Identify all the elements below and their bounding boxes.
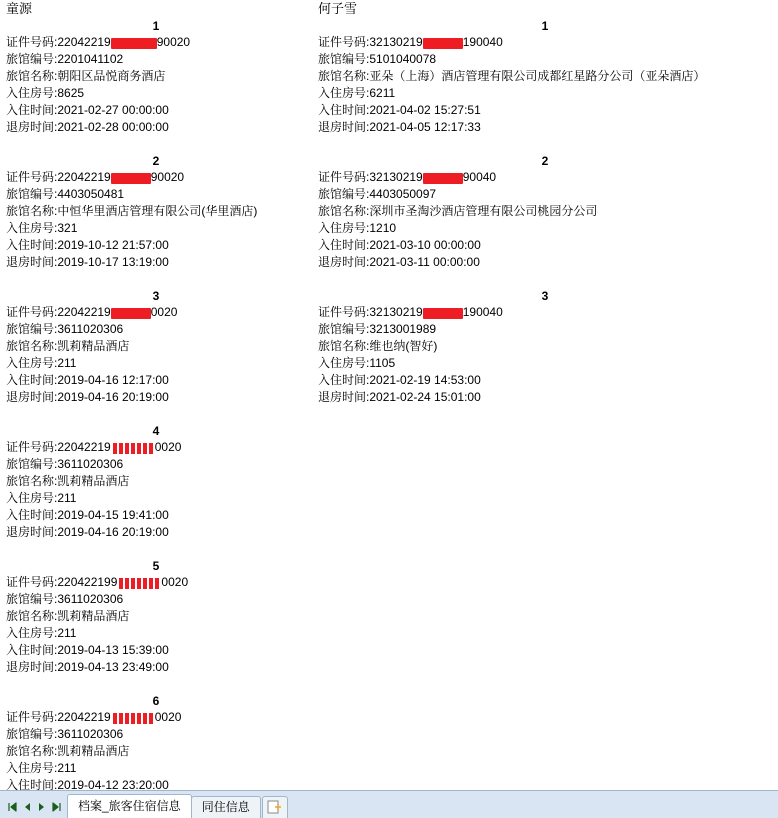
redaction-bar	[423, 38, 463, 49]
next-sheet-icon[interactable]	[36, 801, 48, 813]
field-value: 凯莉精品酒店	[57, 474, 130, 488]
checkin-time-line	[0, 372, 312, 389]
checkout-time-line	[0, 389, 312, 406]
id-prefix: 22042219	[57, 305, 111, 319]
field-label: 旅馆编号:	[318, 52, 370, 66]
field-value: 3611020306	[57, 592, 124, 606]
id-prefix: 32130219	[369, 305, 423, 319]
field-value: 中恒华里酒店管理有限公司(华里酒店)	[57, 204, 258, 218]
checkin-time-line	[0, 102, 312, 119]
hotel-code-line	[312, 186, 778, 203]
field-value: 2019-10-12 21:57:00	[57, 238, 169, 252]
hotel-name-line	[0, 338, 312, 355]
field-label: 退房时间:	[6, 120, 58, 134]
sheet-nav-buttons	[0, 796, 67, 818]
hotel-name-line	[0, 203, 312, 220]
checkout-time-line	[0, 524, 312, 541]
id-number-line	[312, 34, 778, 51]
field-label: 证件号码:	[6, 35, 58, 49]
id-number-line	[0, 709, 312, 726]
tabbar-filler	[288, 796, 778, 818]
hotel-code-line	[0, 726, 312, 743]
field-label: 退房时间:	[318, 390, 370, 404]
redaction-bar	[111, 443, 155, 454]
field-value: 2019-10-17 13:19:00	[57, 255, 169, 269]
room-number-line	[0, 85, 312, 102]
hotel-code-line	[0, 186, 312, 203]
hotel-code-line	[0, 321, 312, 338]
field-label: 退房时间:	[6, 525, 58, 539]
id-suffix: 90020	[150, 170, 185, 184]
sheet-tab-archive-guest-stay[interactable]: 档案_旅客住宿信息	[67, 794, 192, 818]
field-label: 旅馆编号:	[6, 592, 58, 606]
room-number-line	[0, 625, 312, 642]
sheet-tab-bar	[0, 790, 778, 818]
field-label: 入住时间:	[6, 778, 58, 790]
field-value: 4403050481	[57, 187, 125, 201]
checkout-time-line	[312, 254, 778, 271]
checkout-time-line	[0, 659, 312, 676]
record-index: 2	[541, 154, 549, 168]
checkin-time-line	[312, 102, 778, 119]
checkin-time-line	[312, 372, 778, 389]
sheet-tabs	[67, 794, 288, 818]
checkout-time-line	[312, 119, 778, 136]
id-suffix: 90040	[462, 170, 497, 184]
checkout-time-line	[0, 254, 312, 271]
id-prefix: 32130219	[369, 170, 423, 184]
hotel-name-line	[0, 68, 312, 85]
field-value: 凯莉精品酒店	[57, 609, 130, 623]
checkin-time-line	[0, 642, 312, 659]
field-label: 退房时间:	[318, 120, 370, 134]
field-label: 旅馆名称:	[6, 609, 58, 623]
field-value: 2021-02-24 15:01:00	[369, 390, 481, 404]
id-prefix: 22042219	[57, 170, 111, 184]
id-number-line	[312, 304, 778, 321]
field-label: 旅馆编号:	[6, 322, 58, 336]
field-label: 入住时间:	[318, 103, 370, 117]
hotel-code-line	[312, 321, 778, 338]
record-index: 4	[152, 424, 160, 438]
field-value: 2019-04-13 15:39:00	[57, 643, 169, 657]
id-suffix: 0020	[154, 440, 182, 454]
new-sheet-button[interactable]	[262, 796, 288, 818]
last-sheet-icon[interactable]	[51, 801, 63, 813]
hotel-name-line	[312, 68, 778, 85]
field-value: 8625	[57, 86, 85, 100]
record-index: 3	[541, 289, 549, 303]
field-label: 入住房号:	[6, 761, 58, 775]
field-value: 2021-02-28 00:00:00	[57, 120, 169, 134]
column-header-name: 何子雪	[318, 1, 358, 16]
column-header-name: 童源	[6, 1, 33, 16]
field-label: 入住时间:	[318, 373, 370, 387]
id-suffix: 190040	[462, 305, 503, 319]
field-value: 6211	[369, 86, 396, 100]
field-label: 入住时间:	[318, 238, 370, 252]
field-label: 入住房号:	[318, 356, 370, 370]
field-label: 旅馆名称:	[6, 204, 58, 218]
field-label: 旅馆名称:	[6, 474, 58, 488]
field-value: 2021-02-27 00:00:00	[57, 103, 169, 117]
checkin-time-line	[0, 777, 312, 790]
id-prefix: 220422199	[57, 575, 118, 589]
field-value: 2021-04-05 12:17:33	[369, 120, 481, 134]
field-value: 3611020306	[57, 457, 124, 471]
field-label: 入住房号:	[318, 221, 370, 235]
id-suffix: 0020	[150, 305, 178, 319]
record-index: 5	[152, 559, 160, 573]
id-suffix: 90020	[156, 35, 191, 49]
hotel-name-line	[312, 203, 778, 220]
hotel-code-line	[0, 591, 312, 608]
first-sheet-icon[interactable]	[6, 801, 18, 813]
field-label: 证件号码:	[6, 575, 58, 589]
hotel-code-line	[0, 456, 312, 473]
id-number-line	[0, 439, 312, 456]
field-value: 3611020306	[57, 727, 124, 741]
field-value: 2019-04-16 12:17:00	[57, 373, 169, 387]
id-number-line	[0, 169, 312, 186]
hotel-name-line	[312, 338, 778, 355]
field-label: 入住房号:	[318, 86, 370, 100]
record-spacer	[0, 406, 312, 423]
field-value: 2201041102	[57, 52, 124, 66]
field-label: 入住时间:	[6, 373, 58, 387]
room-number-line	[0, 355, 312, 372]
redaction-bar	[111, 308, 151, 319]
room-number-line	[0, 220, 312, 237]
field-label: 证件号码:	[318, 35, 370, 49]
field-value: 2021-02-19 14:53:00	[369, 373, 481, 387]
field-value: 211	[57, 626, 77, 640]
id-number-line	[0, 304, 312, 321]
field-value: 2019-04-16 20:19:00	[57, 390, 169, 404]
sheet-tab-cohabitation-info[interactable]: 同住信息	[191, 796, 261, 818]
id-suffix: 0020	[154, 710, 182, 724]
field-label: 旅馆编号:	[6, 727, 58, 741]
record-index: 3	[152, 289, 160, 303]
redaction-bar	[111, 713, 155, 724]
field-label: 证件号码:	[6, 170, 58, 184]
id-number-line	[312, 169, 778, 186]
field-label: 旅馆编号:	[6, 187, 58, 201]
field-value: 5101040078	[369, 52, 437, 66]
field-label: 入住房号:	[6, 356, 58, 370]
field-value: 2019-04-12 23:20:00	[57, 778, 169, 790]
field-value: 3213001989	[369, 322, 437, 336]
field-label: 入住时间:	[6, 103, 58, 117]
field-label: 证件号码:	[318, 305, 370, 319]
field-label: 证件号码:	[6, 440, 58, 454]
hotel-code-line	[0, 51, 312, 68]
field-label: 入住时间:	[6, 508, 58, 522]
field-label: 旅馆名称:	[6, 744, 58, 758]
record-index: 6	[152, 694, 160, 708]
field-label: 证件号码:	[318, 170, 370, 184]
redaction-bar	[111, 173, 151, 184]
field-value: 4403050097	[369, 187, 437, 201]
redaction-bar	[111, 38, 157, 49]
field-label: 退房时间:	[6, 660, 58, 674]
field-label: 旅馆名称:	[318, 69, 370, 83]
record-spacer	[0, 541, 312, 558]
field-value: 维也纳(智好)	[369, 339, 438, 353]
record-index: 2	[152, 154, 160, 168]
record-spacer	[312, 271, 778, 288]
id-number-line	[0, 34, 312, 51]
record-spacer	[0, 676, 312, 693]
field-label: 旅馆编号:	[318, 322, 370, 336]
field-label: 入住房号:	[6, 86, 58, 100]
record-spacer	[312, 136, 778, 153]
column-tong-yuan	[0, 0, 312, 790]
room-number-line	[312, 220, 778, 237]
record-spacer	[0, 136, 312, 153]
id-prefix: 22042219	[57, 440, 111, 454]
field-value: 211	[57, 491, 77, 505]
field-value: 凯莉精品酒店	[57, 339, 130, 353]
record-spacer	[0, 271, 312, 288]
room-number-line	[312, 355, 778, 372]
field-label: 旅馆名称:	[6, 69, 58, 83]
id-prefix: 22042219	[57, 710, 111, 724]
field-label: 旅馆名称:	[6, 339, 58, 353]
redaction-bar	[423, 308, 463, 319]
record-index: 1	[152, 19, 160, 33]
id-number-line	[0, 574, 312, 591]
field-label: 入住房号:	[6, 626, 58, 640]
field-label: 证件号码:	[6, 710, 58, 724]
column-he-zi-xue	[312, 0, 778, 790]
field-value: 凯莉精品酒店	[57, 744, 130, 758]
field-value: 2021-03-10 00:00:00	[369, 238, 481, 252]
field-value: 2021-03-11 00:00:00	[369, 255, 480, 269]
field-label: 旅馆名称:	[318, 204, 370, 218]
checkin-time-line	[0, 507, 312, 524]
field-label: 退房时间:	[6, 255, 58, 269]
field-label: 旅馆名称:	[318, 339, 370, 353]
field-value: 3611020306	[57, 322, 124, 336]
field-value: 211	[57, 761, 77, 775]
hotel-name-line	[0, 743, 312, 760]
checkin-time-line	[0, 237, 312, 254]
field-label: 退房时间:	[318, 255, 370, 269]
id-prefix: 32130219	[369, 35, 423, 49]
field-label: 旅馆编号:	[6, 457, 58, 471]
field-label: 入住房号:	[6, 491, 58, 505]
hotel-name-line	[0, 473, 312, 490]
field-value: 211	[57, 356, 77, 370]
field-value: 1105	[369, 356, 396, 370]
checkin-time-line	[312, 237, 778, 254]
room-number-line	[312, 85, 778, 102]
checkout-time-line	[312, 389, 778, 406]
prev-sheet-icon[interactable]	[21, 801, 33, 813]
field-label: 旅馆编号:	[6, 52, 58, 66]
redaction-bar	[117, 578, 161, 589]
field-value: 1210	[369, 221, 397, 235]
checkout-time-line	[0, 119, 312, 136]
field-label: 入住时间:	[6, 238, 58, 252]
field-value: 321	[57, 221, 78, 235]
field-value: 深圳市圣淘沙酒店管理有限公司桃园分公司	[369, 204, 598, 218]
id-suffix: 0020	[161, 575, 189, 589]
field-value: 2021-04-02 15:27:51	[369, 103, 481, 117]
field-value: 亚朵（上海）酒店管理有限公司成都红星路分公司（亚朵酒店）	[369, 69, 706, 83]
id-suffix: 190040	[462, 35, 503, 49]
room-number-line	[0, 490, 312, 507]
field-label: 退房时间:	[6, 390, 58, 404]
id-prefix: 22042219	[57, 35, 111, 49]
field-label: 证件号码:	[6, 305, 58, 319]
field-value: 2019-04-13 23:49:00	[57, 660, 169, 674]
redaction-bar	[423, 173, 463, 184]
record-index: 1	[541, 19, 549, 33]
field-value: 朝阳区品悦商务酒店	[57, 69, 166, 83]
field-value: 2019-04-16 20:19:00	[57, 525, 169, 539]
field-label: 旅馆编号:	[318, 187, 370, 201]
hotel-code-line	[312, 51, 778, 68]
field-label: 入住房号:	[6, 221, 58, 235]
field-label: 入住时间:	[6, 643, 58, 657]
field-value: 2019-04-15 19:41:00	[57, 508, 169, 522]
room-number-line	[0, 760, 312, 777]
hotel-name-line	[0, 608, 312, 625]
